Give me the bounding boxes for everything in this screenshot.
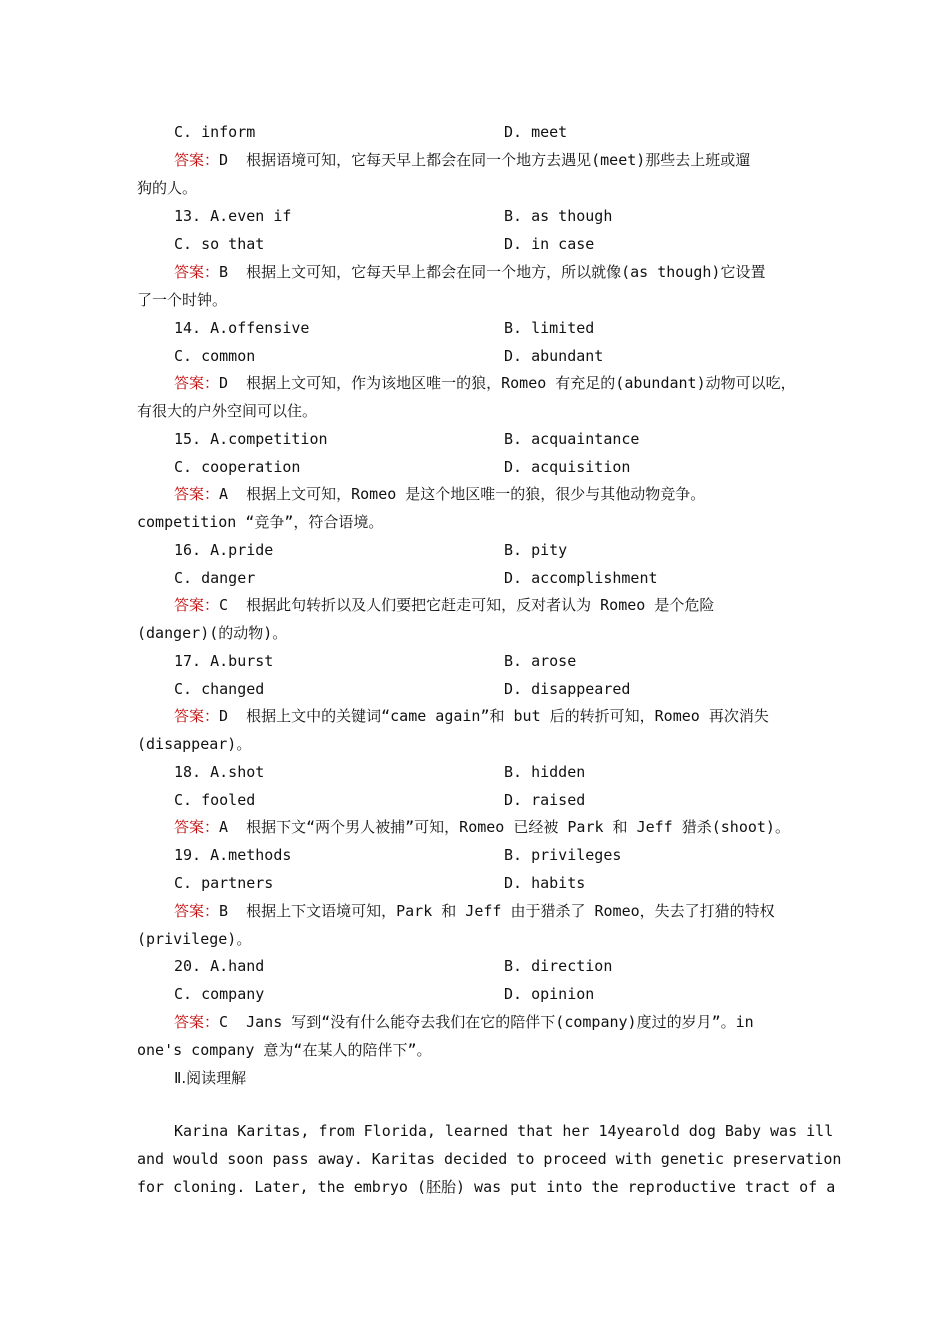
answer-18 — [174, 817, 790, 837]
option-a: 15. A.competition — [174, 430, 328, 448]
answer-20 — [174, 1012, 754, 1032]
option-a: 18. A.shot — [174, 763, 265, 781]
reading-line: Karina Karitas, from Florida, learned that her 14yearold dog Baby was ill — [174, 1122, 834, 1140]
reading-line: for cloning. Later, the embryo (胚胎) was put into the reproductive tract of a — [137, 1178, 836, 1196]
answer-label: 答案： — [174, 902, 220, 920]
answer-label: 答案： — [174, 151, 220, 169]
answer-label: 答案： — [174, 707, 220, 725]
option-b: B. pity — [504, 541, 568, 559]
option-c: C. company — [174, 985, 265, 1003]
option-b: B. acquaintance — [504, 430, 640, 448]
answer-15 — [174, 484, 705, 504]
option-b: B. direction — [504, 957, 613, 975]
answer-text-cont: competition “竞争”，符合语境。 — [137, 513, 384, 531]
answer-text-cont: one's company 意为“在某人的陪伴下”。 — [137, 1041, 432, 1059]
option-c: C. danger — [174, 569, 256, 587]
answer-17 — [174, 706, 769, 726]
option-d: D. raised — [504, 791, 586, 809]
answer-text: C 根据此句转折以及人们要把它赶走可知，反对者认为 Romeo 是个危险 — [219, 596, 715, 614]
answer-text: D 根据语境可知，它每天早上都会在同一个地方去遇见(meet)那些去上班或遛 — [219, 151, 751, 169]
option-c: C. partners — [174, 874, 274, 892]
option-d: D. disappeared — [504, 680, 631, 698]
answer-text-cont: (danger)(的动物)。 — [137, 624, 288, 642]
answer-text-cont: (disappear)。 — [137, 735, 252, 753]
answer-text: C Jans 写到“没有什么能夺去我们在它的陪伴下(company)度过的岁月”。in — [219, 1013, 754, 1031]
answer-text-cont: 了一个时钟。 — [137, 291, 228, 309]
reading-line: and would soon pass away. Karitas decided to proceed with genetic preservation — [137, 1150, 842, 1168]
answer-text: B 根据上下文语境可知，Park 和 Jeff 由于猎杀了 Romeo，失去了打猎的特权 — [219, 902, 775, 920]
option-d: D. in case — [504, 235, 595, 253]
answer-label: 答案： — [174, 818, 220, 836]
answer-label: 答案： — [174, 374, 220, 392]
answer-12 — [174, 150, 750, 170]
option-c: C. common — [174, 347, 256, 365]
option-a: 17. A.burst — [174, 652, 274, 670]
option-a: 20. A.hand — [174, 957, 265, 975]
section-heading: Ⅱ.阅读理解 — [174, 1069, 247, 1087]
answer-text: A 根据下文“两个男人被捕”可知，Romeo 已经被 Park 和 Jeff 猎杀(shoot)。 — [219, 818, 790, 836]
option-b: B. privileges — [504, 846, 622, 864]
option-a: 16. A.pride — [174, 541, 274, 559]
option-d: D. acquisition — [504, 458, 631, 476]
option-a: 14. A.offensive — [174, 319, 310, 337]
answer-label: 答案： — [174, 263, 220, 281]
answer-text: D 根据上文中的关键词“came again”和 but 后的转折可知，Romeo 再次消失 — [219, 707, 769, 725]
option-b: B. as though — [504, 207, 613, 225]
option-c: C. fooled — [174, 791, 256, 809]
answer-14 — [174, 373, 796, 393]
answer-label: 答案： — [174, 596, 220, 614]
answer-label: 答案： — [174, 1013, 220, 1031]
option-b: B. hidden — [504, 763, 586, 781]
option-c: C. inform — [174, 123, 256, 141]
answer-text-cont: 有很大的户外空间可以住。 — [137, 402, 318, 420]
option-c: C. cooperation — [174, 458, 301, 476]
option-d: D. meet — [504, 123, 568, 141]
option-a: 13. A.even if — [174, 207, 292, 225]
option-c: C. changed — [174, 680, 265, 698]
answer-text-cont: 狗的人。 — [137, 179, 198, 197]
answer-16 — [174, 595, 714, 615]
option-d: D. abundant — [504, 347, 604, 365]
option-b: B. arose — [504, 652, 577, 670]
answer-13 — [174, 262, 765, 282]
answer-text-cont: (privilege)。 — [137, 930, 252, 948]
option-d: D. habits — [504, 874, 586, 892]
option-d: D. accomplishment — [504, 569, 658, 587]
answer-text: D 根据上文可知，作为该地区唯一的狼，Romeo 有充足的(abundant)动物可以吃， — [219, 374, 796, 392]
option-c: C. so that — [174, 235, 265, 253]
option-b: B. limited — [504, 319, 595, 337]
answer-text: A 根据上文可知，Romeo 是这个地区唯一的狼，很少与其他动物竞争。 — [219, 485, 706, 503]
answer-19 — [174, 901, 775, 921]
answer-label: 答案： — [174, 485, 220, 503]
answer-text: B 根据上文可知，它每天早上都会在同一个地方，所以就像(as though)它设置 — [219, 263, 766, 281]
option-a: 19. A.methods — [174, 846, 292, 864]
option-d: D. opinion — [504, 985, 595, 1003]
